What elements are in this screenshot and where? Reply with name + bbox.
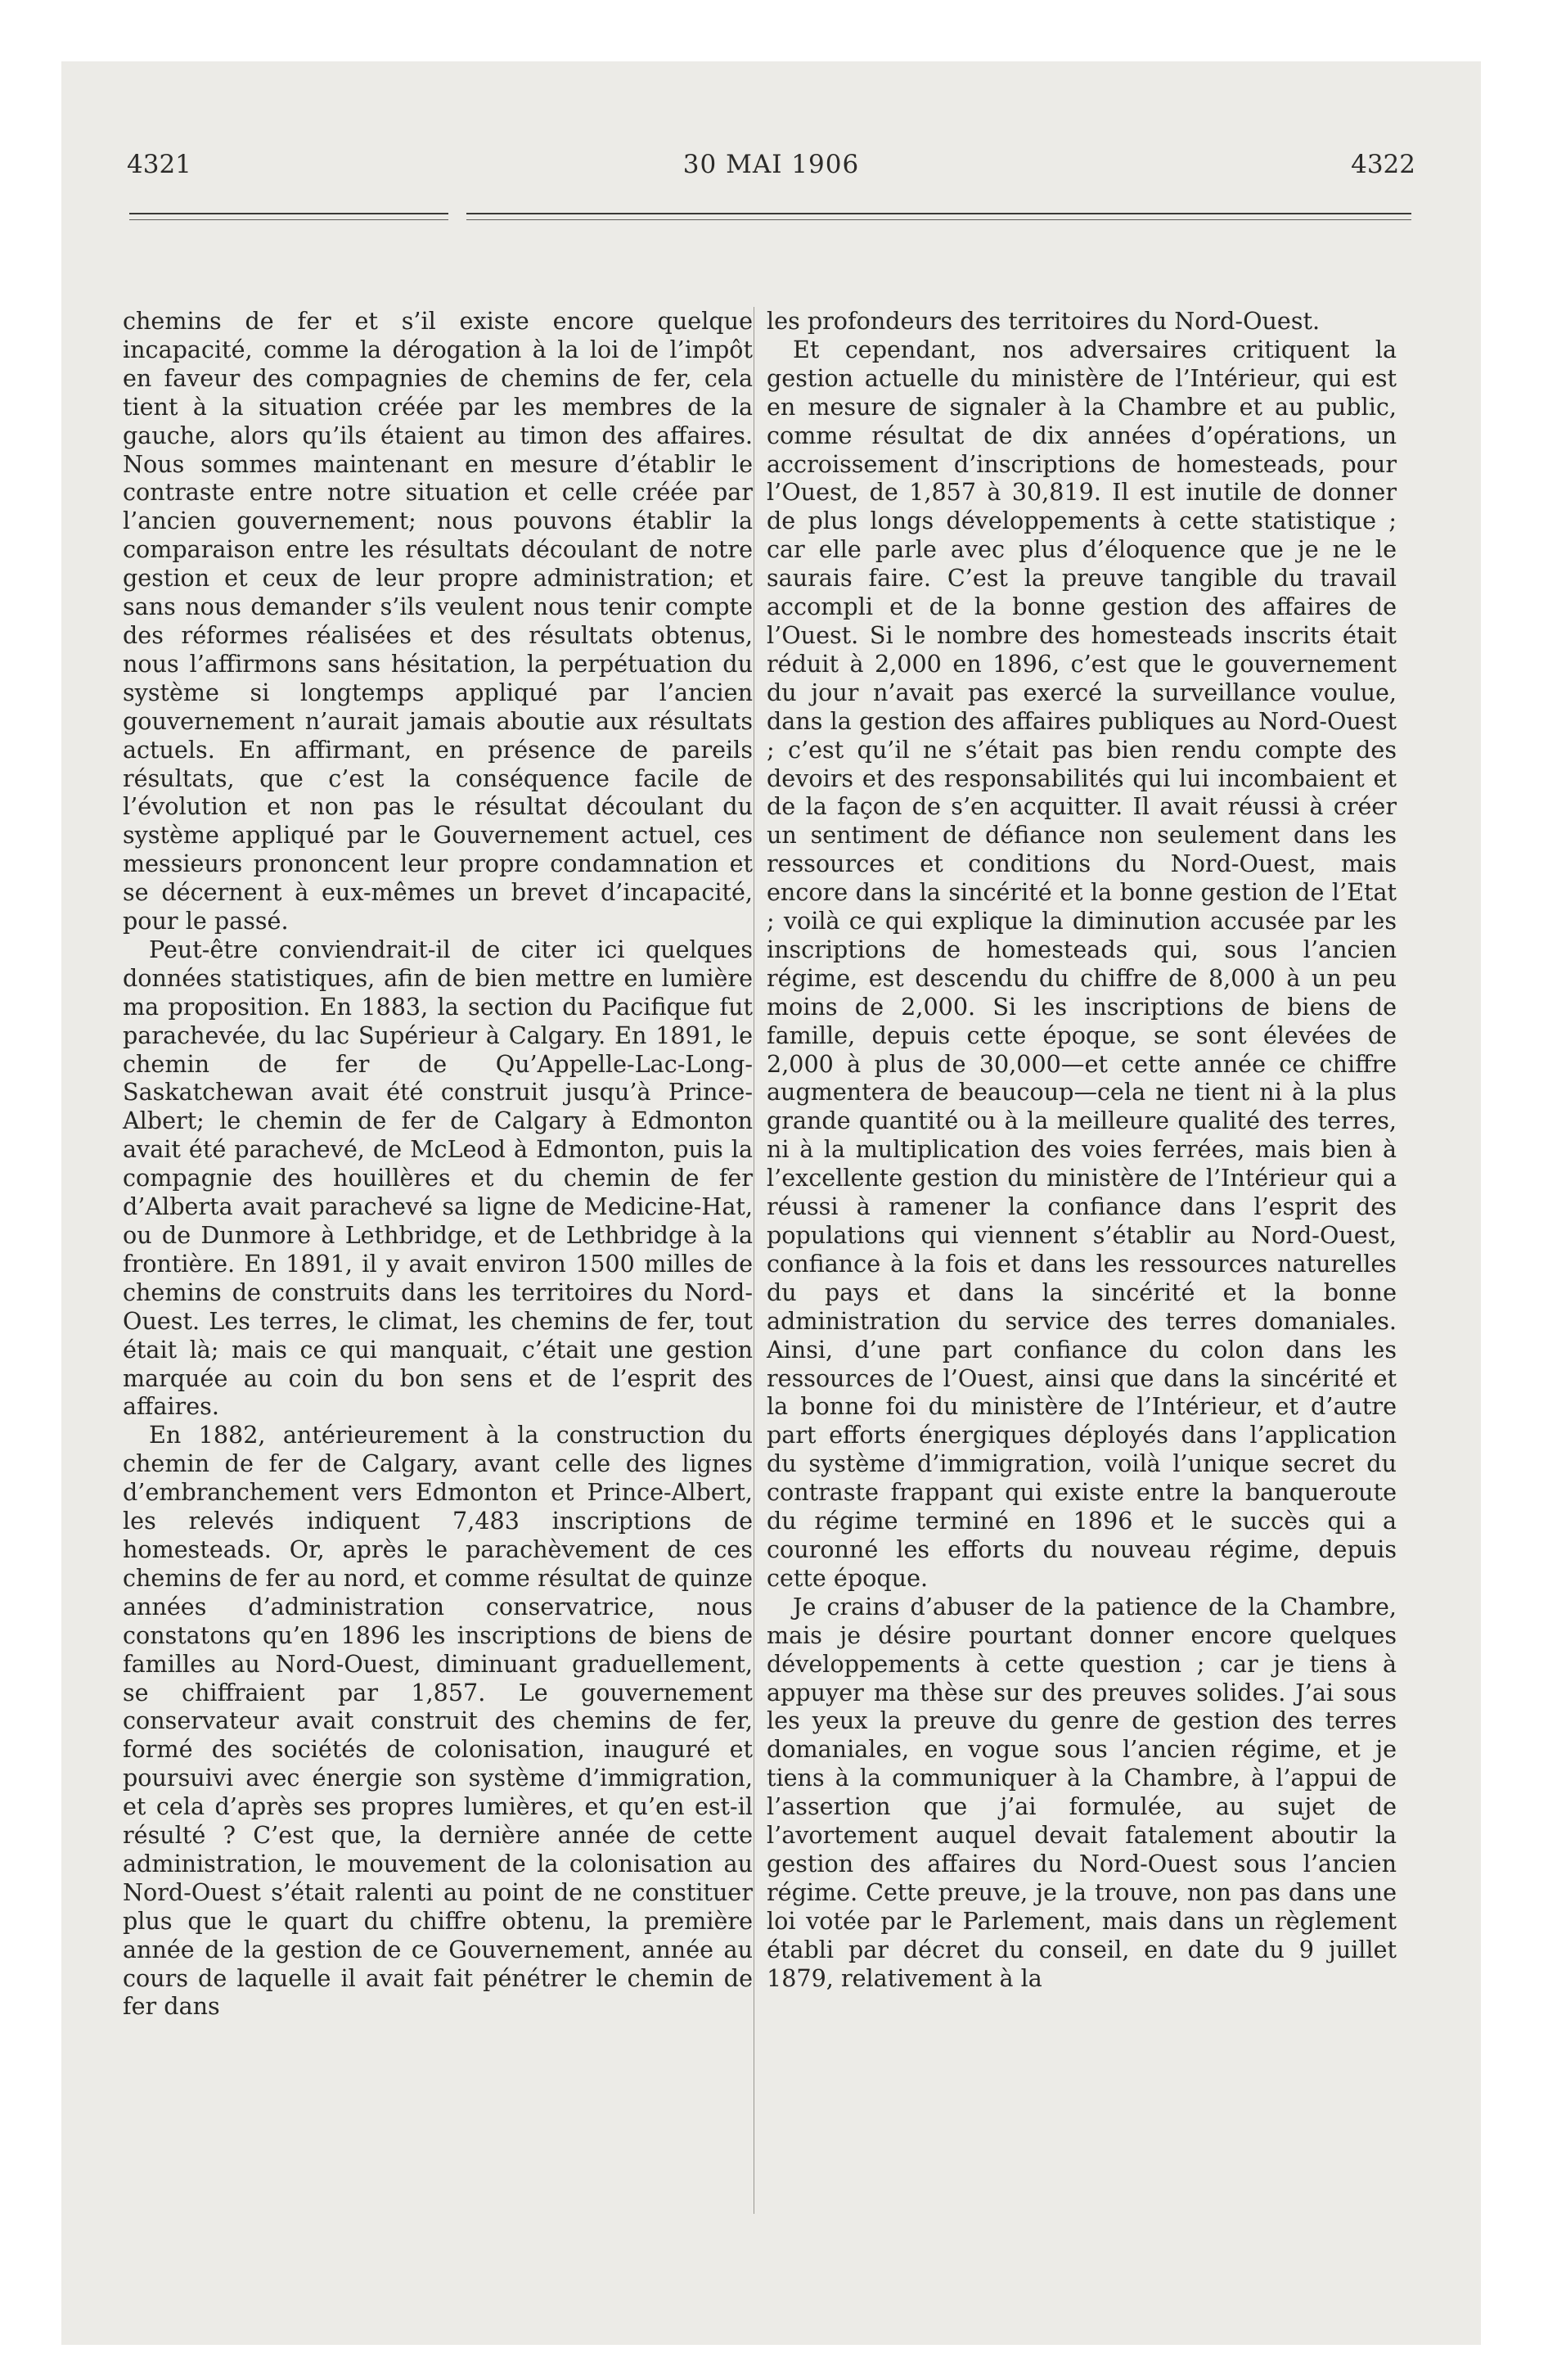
- paragraph: Peut-être conviendrait-il de citer ici quelques données statistiques, afin de bien mettre en lumière ma proposition. En 1883, la section du Pacifique fut parachevée, du lac Supérieur à Calgary. En 1891, le chemin de fer de Qu’Appelle-Lac-Long-Saskatchewan avait été construit jusqu’à Prince-Albert; le chemin de fer de Calgary à Edmonton avait été parachevé, de McLeod à Edmonton, puis la compagnie des houillères et du chemin de fer d’Alberta avait parachevé sa ligne de Medicine-Hat, ou de Dunmore à Lethbridge, et de Lethbridge à la frontière. En 1891, il y avait environ 1500 milles de chemins de construits dans les territoires du Nord-Ouest. Les terres, le climat, les chemins de fer, tout était là; mais ce qui manquait, c’était une gestion marquée au coin du bon sens et de l’esprit des affaires.: [123, 935, 753, 1421]
- page-header: [127, 150, 1415, 191]
- header-rule-left-thin: [129, 219, 448, 220]
- right-page-number: 4322: [1351, 150, 1415, 179]
- left-page-number: 4321: [127, 150, 191, 179]
- header-rule-right-thin: [466, 219, 1411, 220]
- header-rule-right: [466, 213, 1411, 214]
- right-column: [767, 307, 1397, 1992]
- header-date: 30 MAI 1906: [682, 150, 860, 179]
- paragraph: En 1882, antérieurement à la construction du chemin de fer de Calgary, avant celle des lignes d’embranchement vers Edmonton et Prince-Albert, les relevés indiquent 7,483 inscriptions de homesteads. Or, après le parachèvement de ces chemins de fer au nord, et comme résultat de quinze années d’administration conservatrice, nous constatons qu’en 1896 les inscriptions de biens de familles au Nord-Ouest, diminuant graduellement, se chiffraient par 1,857. Le gouvernement conservateur avait construit des chemins de fer, formé des sociétés de colonisation, inauguré et poursuivi avec énergie son système d’immigration, et cela d’après ses propres lumières, et qu’en est-il résulté ? C’est que, la dernière année de cette administration, le mouvement de la colonisation au Nord-Ouest s’était ralenti au point de ne constituer plus que le quart du chiffre obtenu, la première année de la gestion de ce Gouvernement, année au cours de laquelle il avait fait pénétrer le chemin de fer dans: [123, 1421, 753, 2021]
- page-scan: [61, 61, 1481, 2345]
- paragraph: chemins de fer et s’il existe encore quelque incapacité, comme la dérogation à la loi de l’impôt en faveur des compagnies de chemins de fer, cela tient à la situation créée par les membres de la gauche, alors qu’ils étaient au timon des affaires. Nous sommes maintenant en mesure d’établir le contraste entre notre situation et celle créée par l’ancien gouvernement; nous pouvons établir la comparaison entre les résultats découlant de notre gestion et ceux de leur propre administration; et sans nous demander s’ils veulent nous tenir compte des réformes réalisées et des résultats obtenus, nous l’affirmons sans hésitation, la perpétuation du système si longtemps appliqué par l’ancien gouvernement n’aurait jamais aboutie aux résultats actuels. En affirmant, en présence de pareils résultats, que c’est la conséquence facile de l’évolution et non pas le résultat découlant du système appliqué par le Gouvernement actuel, ces messieurs prononcent leur propre condamnation et se décernent à eux-mêmes un brevet d’incapacité, pour le passé.: [123, 307, 753, 935]
- paragraph: les profondeurs des territoires du Nord-Ouest.: [767, 307, 1321, 335]
- paragraph: Je crains d’abuser de la patience de la Chambre, mais je désire pourtant donner encore quelques développements à cette question ; car je tiens à appuyer ma thèse sur des preuves solides. J’ai sous les yeux la preuve du genre de gestion des terres domaniales, en vogue sous l’ancien régime, et je tiens à la communiquer à la Chambre, à l’appui de l’assertion que j’ai formulée, au sujet de l’avortement auquel devait fatalement aboutir la gestion des affaires du Nord-Ouest sous l’ancien régime. Cette preuve, je la trouve, non pas dans une loi votée par le Parlement, mais dans un règlement établi par décret du conseil, en date du 9 juillet 1879, relativement à la: [767, 1592, 1397, 1992]
- paragraph: Et cependant, nos adversaires critiquent la gestion actuelle du ministère de l’Intérieur, qui est en mesure de signaler à la Chambre et au public, comme résultat de dix années d’opérations, un accroissement d’inscriptions de homesteads, pour l’Ouest, de 1,857 à 30,819. Il est inutile de donner de plus longs développements à cette statistique ; car elle parle avec plus d’éloquence que je ne le saurais faire. C’est la preuve tangible du travail accompli et de la bonne gestion des affaires de l’Ouest. Si le nombre des homesteads inscrits était réduit à 2,000 en 1896, c’est que le gouvernement du jour n’avait pas exercé la surveillance voulue, dans la gestion des affaires publiques au Nord-Ouest ; c’est qu’il ne s’était pas bien rendu compte des devoirs et des responsabilités qui lui incombaient et de la façon de s’en acquitter. Il avait réussi à créer un sentiment de défiance non seulement dans les ressources et conditions du Nord-Ouest, mais encore dans la sincérité et la bonne gestion de l’Etat ; voilà ce qui explique la diminution accusée par les inscriptions de homesteads qui, sous l’ancien régime, est descendu du chiffre de 8,000 à un peu moins de 2,000. Si les inscriptions de biens de famille, depuis cette époque, se sont élevées de 2,000 à plus de 30,000—et cette année ce chiffre augmentera de beaucoup—cela ne tient ni à la plus grande quantité ou à la meilleure qualité des terres, ni à la multiplication des voies ferrées, mais bien à l’excellente gestion du ministère de l’Intérieur qui a réussi à ramener la confiance dans l’esprit des populations qui viennent s’établir au Nord-Ouest, confiance à la fois et dans les ressources naturelles du pays et dans la sincérité et la bonne administration du service des terres domaniales. Ainsi, d’une part confiance du colon dans les ressources de l’Ouest, ainsi que dans la sincérité et la bonne foi du ministère de l’Intérieur, et d’autre part efforts énergiques déployés dans l’application du système d’immigration, voilà l’unique secret du contraste frappant qui existe entre la banqueroute du régime terminé en 1896 et le succès qui a couronné les efforts du nouveau régime, depuis cette époque.: [767, 335, 1397, 1592]
- left-column: [123, 307, 753, 2021]
- header-rule-left: [129, 213, 448, 214]
